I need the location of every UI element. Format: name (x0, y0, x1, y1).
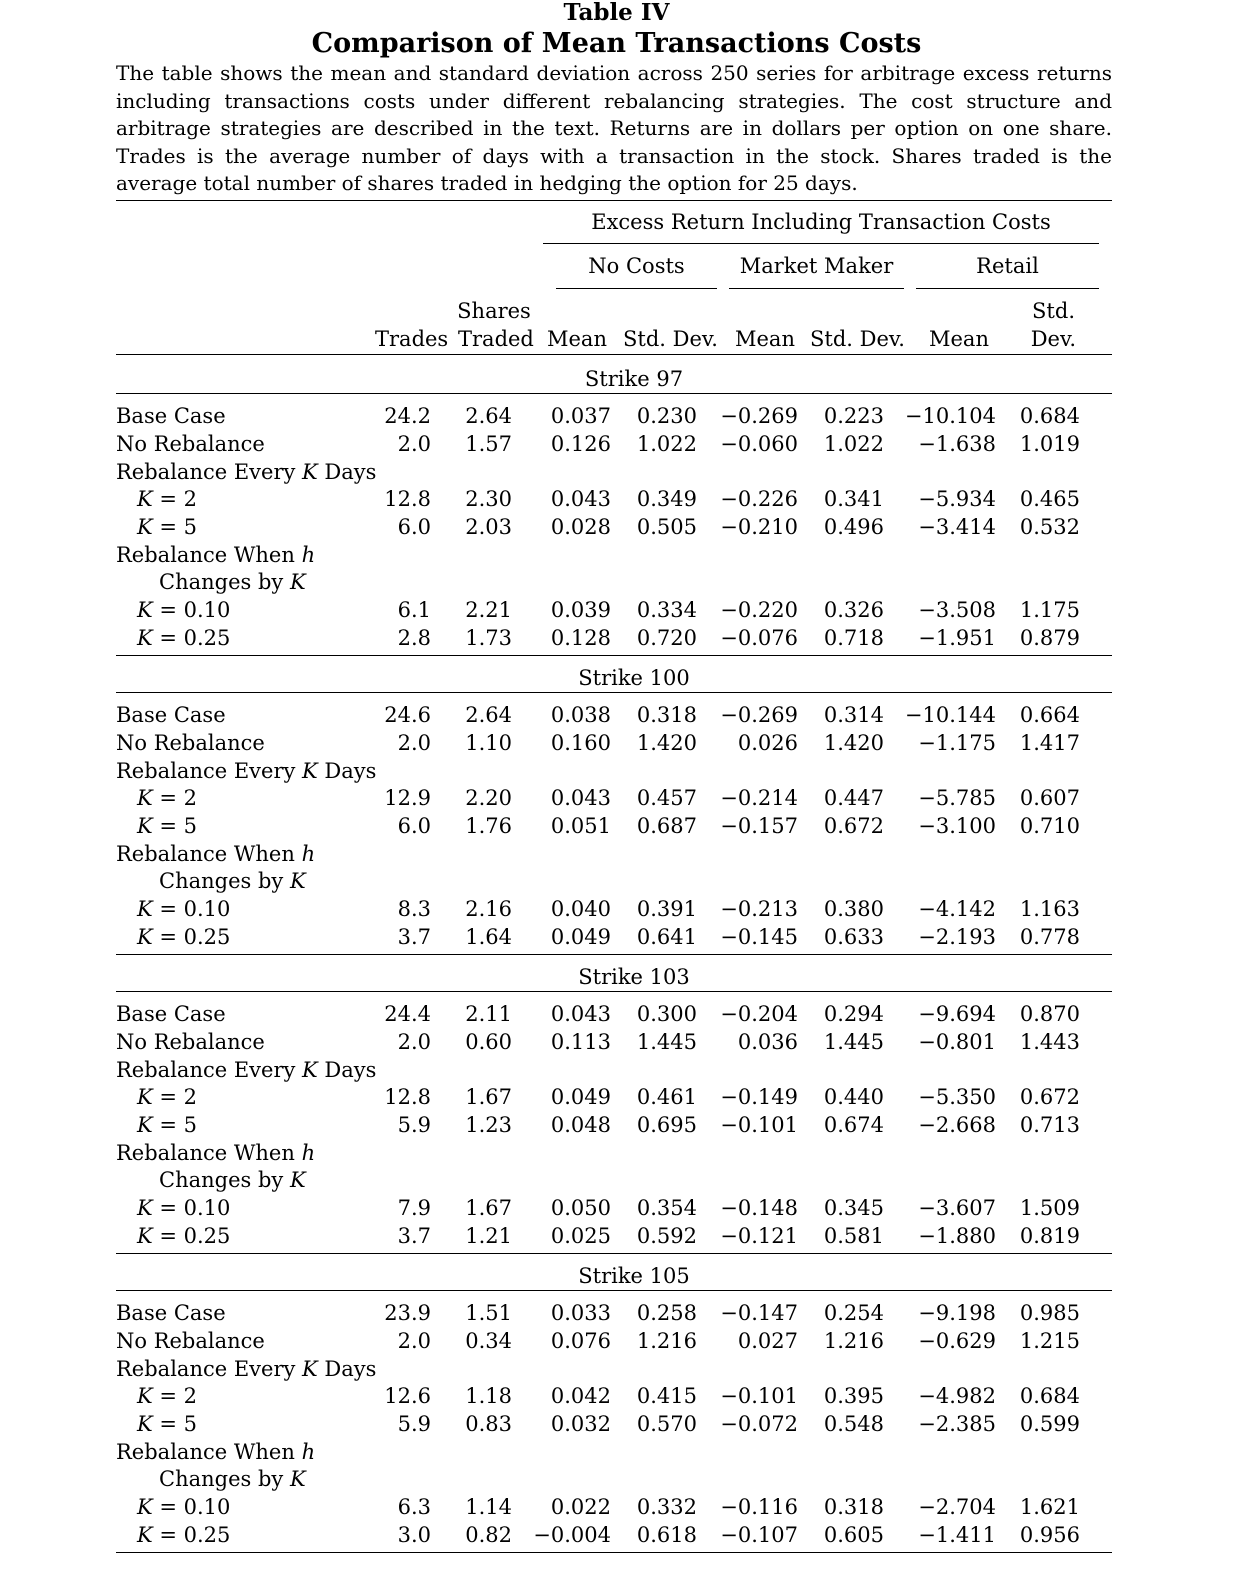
table-cell: 1.022 (823, 432, 884, 456)
table-cell: −1.411 (918, 1523, 996, 1547)
table-cell: 0.326 (823, 598, 884, 622)
table-cell: 0.618 (636, 1523, 697, 1547)
table-cell: 0.496 (823, 515, 884, 539)
row-label-k5: K = 5 (137, 515, 198, 539)
table-cell: 0.042 (550, 1384, 611, 1408)
table-cell: 0.465 (1019, 487, 1080, 511)
table-cell: −4.142 (918, 897, 996, 921)
table-cell: −3.414 (918, 515, 996, 539)
table-cell: 0.039 (550, 598, 611, 622)
table-cell: −0.101 (720, 1384, 798, 1408)
table-cell: 1.019 (1019, 432, 1080, 456)
table-cell: 1.445 (636, 1030, 697, 1054)
row-label-base-case: Base Case (116, 703, 226, 727)
table-cell: 0.599 (1019, 1412, 1080, 1436)
table-cell: 0.027 (737, 1329, 798, 1353)
table-cell: 0.043 (550, 1002, 611, 1026)
table-cell: 0.037 (550, 404, 611, 428)
header-super-rule (543, 243, 1099, 244)
table-cell: 0.581 (823, 1224, 884, 1248)
table-cell: −1.175 (918, 731, 996, 755)
header-super: Excess Return Including Transaction Costs (591, 210, 1051, 234)
table-cell: 7.9 (397, 1196, 431, 1220)
table-cell: 0.505 (636, 515, 697, 539)
table-cell: 6.0 (397, 814, 431, 838)
row-label-base-case: Base Case (116, 1301, 226, 1325)
table-cell: −0.157 (720, 814, 798, 838)
header-group-rule-1 (729, 288, 904, 289)
table-cell: 1.23 (465, 1113, 512, 1137)
table-cell: 8.3 (397, 897, 431, 921)
table-cell: −2.193 (918, 925, 996, 949)
row-label-no-rebalance: No Rebalance (116, 432, 265, 456)
table-cell: 0.160 (550, 731, 611, 755)
table-cell: 0.674 (823, 1113, 884, 1137)
section-bottom-rule (116, 1253, 1112, 1254)
table-cell: 6.1 (397, 598, 431, 622)
col-std-top: Std. (1032, 299, 1075, 323)
table-cell: −0.116 (720, 1495, 798, 1519)
table-cell: 0.457 (636, 786, 697, 810)
row-label-k5: K = 5 (137, 1113, 198, 1137)
table-cell: −0.101 (720, 1113, 798, 1137)
strike-rule (116, 991, 1112, 992)
table-cell: 5.9 (397, 1412, 431, 1436)
table-cell: 0.025 (550, 1224, 611, 1248)
table-cell: 0.778 (1019, 925, 1080, 949)
col-std-1: Std. Dev. (623, 327, 718, 351)
table-cell: 0.230 (636, 404, 697, 428)
col-shares-top: Shares (457, 299, 531, 323)
table-cell: 0.532 (1019, 515, 1080, 539)
table-cell: 0.879 (1019, 626, 1080, 650)
table-cell: −0.107 (720, 1523, 798, 1547)
table-cell: 2.0 (397, 432, 431, 456)
table-cell: 0.318 (823, 1495, 884, 1519)
table-cell: 0.076 (550, 1329, 611, 1353)
table-cell: −2.704 (918, 1495, 996, 1519)
table-cell: −0.076 (720, 626, 798, 650)
table-cell: 0.349 (636, 487, 697, 511)
table-cell: 0.254 (823, 1301, 884, 1325)
row-label-k025: K = 0.25 (137, 925, 231, 949)
table-cell: 0.461 (636, 1085, 697, 1109)
table-cell: 1.14 (465, 1495, 512, 1519)
strike-header: Strike 100 (578, 666, 690, 690)
table-cell: 0.048 (550, 1113, 611, 1137)
table-cell: 0.341 (823, 487, 884, 511)
table-cell: 0.038 (550, 703, 611, 727)
table-cell: 1.443 (1019, 1030, 1080, 1054)
table-cell: 23.9 (384, 1301, 431, 1325)
table-cell: 1.216 (823, 1329, 884, 1353)
table-cell: −0.145 (720, 925, 798, 949)
table-cell: 1.57 (465, 432, 512, 456)
table-cell: 0.051 (550, 814, 611, 838)
table-cell: 0.607 (1019, 786, 1080, 810)
table-cell: 2.30 (465, 487, 512, 511)
table-cell: −2.385 (918, 1412, 996, 1436)
row-label-rebalance-when: Rebalance When h (116, 1440, 316, 1464)
table-cell: −0.214 (720, 786, 798, 810)
table-cell: 1.215 (1019, 1329, 1080, 1353)
table-cell: 1.51 (465, 1301, 512, 1325)
table-cell: −10.144 (904, 703, 996, 727)
row-label-rebalance-every: Rebalance Every K Days (116, 759, 377, 783)
row-label-no-rebalance: No Rebalance (116, 1030, 265, 1054)
table-cell: −0.269 (720, 703, 798, 727)
strike-header: Strike 103 (578, 965, 690, 989)
table-cell: 1.18 (465, 1384, 512, 1408)
table-cell: 0.049 (550, 1085, 611, 1109)
table-cell: 0.391 (636, 897, 697, 921)
header-group-2: Retail (976, 254, 1039, 278)
row-label-k010: K = 0.10 (137, 598, 231, 622)
table-cell: −5.350 (918, 1085, 996, 1109)
row-label-k010: K = 0.10 (137, 897, 231, 921)
row-label-base-case: Base Case (116, 1002, 226, 1026)
table-cell: 0.672 (1019, 1085, 1080, 1109)
section-bottom-rule (116, 954, 1112, 955)
table-cell: 12.6 (384, 1384, 431, 1408)
table-cell: 0.258 (636, 1301, 697, 1325)
table-cell: 0.713 (1019, 1113, 1080, 1137)
col-std-2: Std. Dev. (810, 327, 905, 351)
table-cell: 1.417 (1019, 731, 1080, 755)
table-cell: 3.0 (397, 1523, 431, 1547)
table-cell: 24.4 (384, 1002, 431, 1026)
table-cell: 12.9 (384, 786, 431, 810)
table-cell: 0.695 (636, 1113, 697, 1137)
header-bottom-rule (116, 354, 1112, 355)
col-shares-bottom: Traded (458, 327, 534, 351)
table-cell: 1.67 (465, 1196, 512, 1220)
row-label-no-rebalance: No Rebalance (116, 1329, 265, 1353)
table-cell: 2.0 (397, 1329, 431, 1353)
table-cell: 1.163 (1019, 897, 1080, 921)
table-cell: 0.294 (823, 1002, 884, 1026)
table-cell: −4.982 (918, 1384, 996, 1408)
table-cell: 6.0 (397, 515, 431, 539)
table-cell: 6.3 (397, 1495, 431, 1519)
table-cell: 1.420 (823, 731, 884, 755)
row-label-rebalance-when: Rebalance When h (116, 543, 316, 567)
table-cell: 0.819 (1019, 1224, 1080, 1248)
table-cell: −5.934 (918, 487, 996, 511)
col-mean-1: Mean (547, 327, 607, 351)
row-label-k5: K = 5 (137, 1412, 198, 1436)
table-cell: −0.147 (720, 1301, 798, 1325)
table-cell: −1.880 (918, 1224, 996, 1248)
table-cell: 1.509 (1019, 1196, 1080, 1220)
table-cell: 0.641 (636, 925, 697, 949)
table-cell: 0.300 (636, 1002, 697, 1026)
header-group-rule-0 (556, 288, 717, 289)
table-cell: 1.21 (465, 1224, 512, 1248)
row-label-k2: K = 2 (137, 487, 198, 511)
table-title: Comparison of Mean Transactions Costs (311, 28, 922, 59)
section-bottom-rule (116, 1552, 1112, 1553)
row-label-changes-by: Changes by K (159, 1168, 306, 1192)
table-cell: 1.64 (465, 925, 512, 949)
table-cell: −3.508 (918, 598, 996, 622)
row-label-k2: K = 2 (137, 1384, 198, 1408)
table-cell: −2.668 (918, 1113, 996, 1137)
table-cell: −0.148 (720, 1196, 798, 1220)
row-label-k010: K = 0.10 (137, 1196, 231, 1220)
table-cell: −1.951 (918, 626, 996, 650)
table-cell: −0.204 (720, 1002, 798, 1026)
table-cell: −5.785 (918, 786, 996, 810)
table-cell: −3.100 (918, 814, 996, 838)
table-cell: 0.028 (550, 515, 611, 539)
row-label-k025: K = 0.25 (137, 1224, 231, 1248)
table-cell: 0.032 (550, 1412, 611, 1436)
table-cell: 0.664 (1019, 703, 1080, 727)
table-cell: −0.629 (918, 1329, 996, 1353)
table-cell: 0.82 (465, 1523, 512, 1547)
table-cell: −0.072 (720, 1412, 798, 1436)
row-label-k025: K = 0.25 (137, 626, 231, 650)
table-cell: 2.03 (465, 515, 512, 539)
header-group-rule-2 (916, 288, 1099, 289)
table-cell: 0.354 (636, 1196, 697, 1220)
table-cell: 0.870 (1019, 1002, 1080, 1026)
table-cell: 0.223 (823, 404, 884, 428)
table-cell: 2.0 (397, 1030, 431, 1054)
table-cell: 1.420 (636, 731, 697, 755)
table-cell: 0.043 (550, 487, 611, 511)
table-cell: 0.043 (550, 786, 611, 810)
table-cell: −0.801 (918, 1030, 996, 1054)
row-label-changes-by: Changes by K (159, 869, 306, 893)
header-group-1: Market Maker (739, 254, 894, 278)
table-cell: 0.126 (550, 432, 611, 456)
table-cell: 0.592 (636, 1224, 697, 1248)
table-cell: 1.022 (636, 432, 697, 456)
table-cell: 1.67 (465, 1085, 512, 1109)
table-cell: 0.033 (550, 1301, 611, 1325)
table-cell: 0.34 (465, 1329, 512, 1353)
table-cell: 0.60 (465, 1030, 512, 1054)
table-cell: 1.76 (465, 814, 512, 838)
table-cell: 5.9 (397, 1113, 431, 1137)
row-label-k025: K = 0.25 (137, 1523, 231, 1547)
table-cell: −0.213 (720, 897, 798, 921)
strike-header: Strike 105 (578, 1264, 690, 1288)
table-cell: 0.605 (823, 1523, 884, 1547)
table-cell: 0.447 (823, 786, 884, 810)
table-cell: −0.060 (720, 432, 798, 456)
strike-rule (116, 1290, 1112, 1291)
col-std-bottom: Dev. (1030, 327, 1076, 351)
table-cell: −9.694 (918, 1002, 996, 1026)
header-top-rule (116, 200, 1112, 201)
table-cell: −0.004 (533, 1523, 611, 1547)
row-label-base-case: Base Case (116, 404, 226, 428)
col-mean-2: Mean (735, 327, 795, 351)
row-label-rebalance-when: Rebalance When h (116, 842, 316, 866)
row-label-k010: K = 0.10 (137, 1495, 231, 1519)
table-cell: 1.73 (465, 626, 512, 650)
table-cell: 0.710 (1019, 814, 1080, 838)
strike-header: Strike 97 (584, 367, 684, 391)
table-cell: 0.672 (823, 814, 884, 838)
table-cell: 0.440 (823, 1085, 884, 1109)
table-cell: 0.334 (636, 598, 697, 622)
table-cell: 1.445 (823, 1030, 884, 1054)
table-cell: 24.6 (384, 703, 431, 727)
table-cell: 12.8 (384, 1085, 431, 1109)
table-label: Table IV (563, 0, 670, 26)
col-mean-3: Mean (929, 327, 989, 351)
table-cell: −0.226 (720, 487, 798, 511)
table-cell: −1.638 (918, 432, 996, 456)
table-cell: 0.318 (636, 703, 697, 727)
table-cell: 1.10 (465, 731, 512, 755)
table-cell: 12.8 (384, 487, 431, 511)
table-cell: 0.720 (636, 626, 697, 650)
table-caption: The table shows the mean and standard deviation across 250 series for arbitrage excess returns including transactions costs under different rebalancing strategies. The cost structure and arbitrage strategies are described in the text. Returns are in dollars per option on one share. Trades is the average number of days with a transaction in the stock. Shares traded is the average total number of shares traded in hedging the option for 25 days. (116, 61, 1112, 195)
table-cell: 0.128 (550, 626, 611, 650)
table-cell: 0.684 (1019, 404, 1080, 428)
table-cell: 0.415 (636, 1384, 697, 1408)
row-label-no-rebalance: No Rebalance (116, 731, 265, 755)
table-cell: 2.11 (465, 1002, 512, 1026)
table-cell: 0.113 (550, 1030, 611, 1054)
header-group-0: No Costs (588, 254, 685, 278)
table-cell: −9.198 (918, 1301, 996, 1325)
table-cell: 0.83 (465, 1412, 512, 1436)
table-cell: −0.149 (720, 1085, 798, 1109)
table-cell: 0.985 (1019, 1301, 1080, 1325)
row-label-k5: K = 5 (137, 814, 198, 838)
table-cell: 0.380 (823, 897, 884, 921)
row-label-k2: K = 2 (137, 1085, 198, 1109)
table-cell: 0.022 (550, 1495, 611, 1519)
table-cell: −0.220 (720, 598, 798, 622)
table-cell: −0.269 (720, 404, 798, 428)
table-cell: 0.345 (823, 1196, 884, 1220)
table-cell: 1.175 (1019, 598, 1080, 622)
table-cell: 2.21 (465, 598, 512, 622)
row-label-rebalance-every: Rebalance Every K Days (116, 460, 377, 484)
table-cell: 0.036 (737, 1030, 798, 1054)
row-label-rebalance-when: Rebalance When h (116, 1141, 316, 1165)
table-cell: −0.121 (720, 1224, 798, 1248)
table-cell: 0.332 (636, 1495, 697, 1519)
row-label-rebalance-every: Rebalance Every K Days (116, 1357, 377, 1381)
table-cell: 0.314 (823, 703, 884, 727)
table-cell: 2.64 (465, 404, 512, 428)
table-cell: 2.64 (465, 703, 512, 727)
table-cell: 0.718 (823, 626, 884, 650)
table-cell: 0.395 (823, 1384, 884, 1408)
table-cell: −3.607 (918, 1196, 996, 1220)
table-cell: 2.8 (397, 626, 431, 650)
table-cell: 3.7 (397, 925, 431, 949)
row-label-k2: K = 2 (137, 786, 198, 810)
table-cell: 2.20 (465, 786, 512, 810)
col-trades: Trades (375, 327, 449, 351)
row-label-rebalance-every: Rebalance Every K Days (116, 1058, 377, 1082)
table-cell: 0.040 (550, 897, 611, 921)
strike-rule (116, 393, 1112, 394)
table-cell: 0.026 (737, 731, 798, 755)
table-cell: 3.7 (397, 1224, 431, 1248)
table-cell: −10.104 (904, 404, 996, 428)
table-cell: 2.0 (397, 731, 431, 755)
table-cell: 24.2 (384, 404, 431, 428)
table-cell: 0.633 (823, 925, 884, 949)
table-cell: 0.049 (550, 925, 611, 949)
strike-rule (116, 692, 1112, 693)
section-bottom-rule (116, 655, 1112, 656)
table-cell: 1.621 (1019, 1495, 1080, 1519)
table-cell: 2.16 (465, 897, 512, 921)
table-cell: −0.210 (720, 515, 798, 539)
table-cell: 0.570 (636, 1412, 697, 1436)
table-cell: 0.956 (1019, 1523, 1080, 1547)
table-cell: 0.548 (823, 1412, 884, 1436)
row-label-changes-by: Changes by K (159, 570, 306, 594)
table-cell: 1.216 (636, 1329, 697, 1353)
row-label-changes-by: Changes by K (159, 1467, 306, 1491)
table-cell: 0.050 (550, 1196, 611, 1220)
table-cell: 0.684 (1019, 1384, 1080, 1408)
table-cell: 0.687 (636, 814, 697, 838)
